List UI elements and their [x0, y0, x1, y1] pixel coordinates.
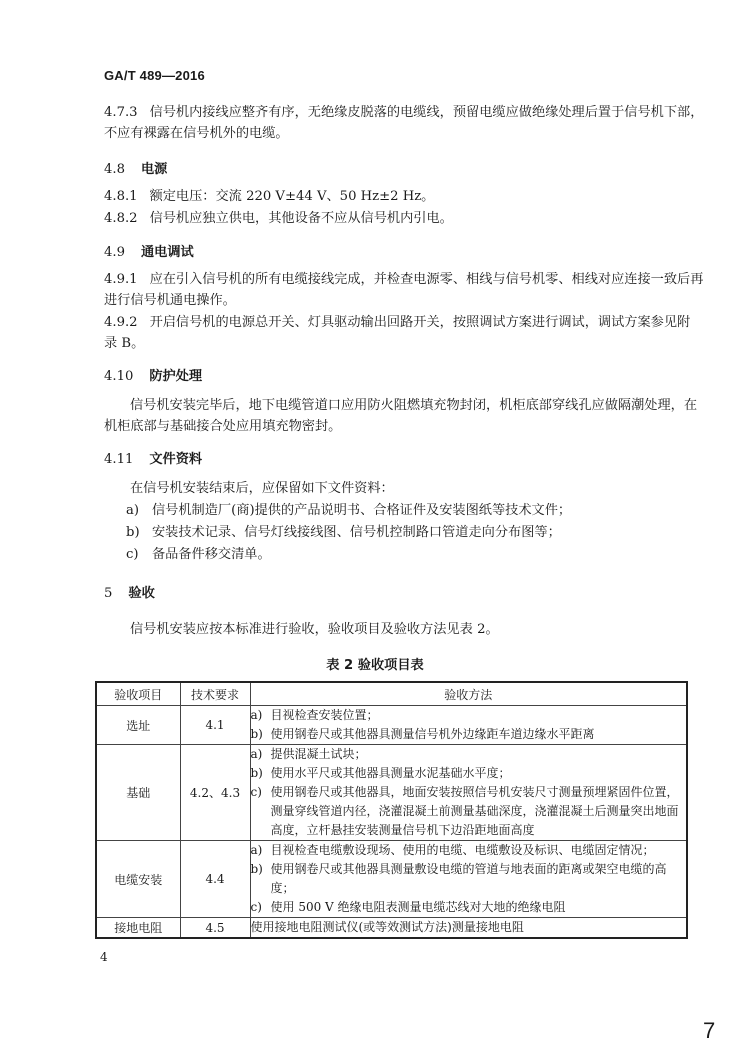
- section-title: 通电调试: [140, 245, 194, 260]
- header-method: 验收方法: [250, 682, 687, 706]
- section-number: 4.10: [104, 369, 134, 384]
- table-row: [96, 841, 687, 918]
- method-line: b) 使用水平尺或其他器具测量水泥基础水平度；: [250, 766, 511, 780]
- page-number: 4: [100, 950, 108, 964]
- method-line: b) 使用钢卷尺或其他器具测量敷设电缆的管道与地表面的距离或架空电缆的高度；: [250, 862, 667, 895]
- cell-item: 选址: [96, 706, 180, 745]
- paragraph-4-11: 在信号机安装结束后，应保留如下文件资料：: [130, 481, 394, 496]
- clause-4-8-1: [104, 187, 434, 207]
- clause-number: 4.9.1: [104, 272, 138, 287]
- paragraph-4-10-cont: 机柜底部与基础接合处应用填充物密封。: [104, 419, 342, 434]
- section-4-8: [104, 158, 167, 177]
- list-label: b): [126, 525, 140, 540]
- clause-text: 额定电压：交流 220 V±44 V、50 Hz±2 Hz。: [149, 189, 435, 204]
- list-text: 安装技术记录、信号灯线接线图、信号机控制路口管道走向分布图等；: [152, 525, 561, 540]
- clause-4-9-1-cont: 进行信号机通电操作。: [104, 293, 236, 308]
- section-title: 电源: [140, 162, 168, 177]
- acceptance-table: [95, 681, 688, 939]
- table-header-row: [96, 682, 687, 706]
- cell-method: [250, 918, 687, 939]
- clause-number: 4.7.3: [104, 105, 138, 120]
- section-4-11: [104, 448, 202, 467]
- method-line: b) 使用钢卷尺或其他器具测量信号机外边缘距车道边缘水平距离: [250, 727, 595, 741]
- paragraph-4-10: 信号机安装完毕后，地下电缆管道口应用防火阻燃填充物封闭，机柜底部穿线孔应做隔潮处理，在: [130, 398, 698, 413]
- clause-text: 应在引入信号机的所有电缆接线完成，并检查电源零、相线与信号机零、相线对应连接一致后再: [149, 272, 704, 287]
- standard-code: GA/T 489—2016: [104, 68, 205, 83]
- list-item: [126, 501, 571, 521]
- clause-4-7-3-cont: 不应有裸露在信号机外的电缆。: [104, 126, 289, 141]
- list-text: 信号机制造厂(商)提供的产品说明书、合格证件及安装图纸等技术文件；: [152, 503, 572, 518]
- list-label: c): [126, 547, 139, 562]
- section-title: 验收: [128, 586, 155, 601]
- table-caption: 表 2 验收项目表: [326, 658, 424, 673]
- cell-method: [250, 706, 687, 745]
- cell-requirement: 4.2、4.3: [180, 745, 250, 841]
- clause-4-9-2: [104, 313, 690, 333]
- section-number: 5: [104, 586, 113, 601]
- section-4-10: [104, 365, 202, 384]
- method-line: 使用接地电阻测试仪(或等效测试方法)测量接地电阻: [250, 920, 524, 934]
- section-number: 4.9: [104, 245, 125, 260]
- section-title: 文件资料: [149, 452, 203, 467]
- cell-item: 基础: [96, 745, 180, 841]
- method-line: a) 目视检查电缆敷设现场、使用的电缆、电缆敷设及标识、电缆固定情况；: [250, 843, 655, 857]
- cell-method: [250, 745, 687, 841]
- section-title: 防护处理: [149, 369, 203, 384]
- cell-requirement: 4.5: [180, 918, 250, 939]
- cell-method: [250, 841, 687, 918]
- list-label: a): [126, 503, 140, 518]
- method-line: c) 使用钢卷尺或其他器具，地面安装按照信号机安装尺寸测量预埋紧固件位置，测量穿线管道内径，浇灌混凝土前测量基础深度，浇灌混凝土后测量突出地面高度，立杆悬挂安装测量信号机下边沿距地面高度: [250, 785, 679, 837]
- cell-requirement: 4.1: [180, 706, 250, 745]
- clause-number: 4.8.1: [104, 189, 138, 204]
- section-4-9: [104, 241, 194, 260]
- clause-text: 信号机应独立供电，其他设备不应从信号机内引电。: [149, 211, 453, 226]
- method-line: c) 使用 500 V 绝缘电阻表测量电缆芯线对大地的绝缘电阻: [250, 900, 566, 914]
- header-requirement: 技术要求: [180, 682, 250, 706]
- cell-item: 电缆安装: [96, 841, 180, 918]
- clause-4-8-2: [104, 209, 453, 229]
- clause-number: 4.8.2: [104, 211, 138, 226]
- list-text: 备品备件移交清单。: [152, 547, 271, 562]
- list-item: [126, 545, 271, 565]
- list-item: [126, 523, 561, 543]
- clause-text: 开启信号机的电源总开关、灯具驱动输出回路开关，按照调试方案进行调试，调试方案参见附: [149, 315, 691, 330]
- paragraph-5: 信号机安装应按本标准进行验收，验收项目及验收方法见表 2。: [130, 622, 499, 637]
- table-row: [96, 706, 687, 745]
- method-line: a) 提供混凝土试块；: [250, 747, 367, 761]
- cell-item: 接地电阻: [96, 918, 180, 939]
- section-number: 4.11: [104, 452, 134, 467]
- method-line: a) 目视检查安装位置；: [250, 708, 379, 722]
- table-row: [96, 918, 687, 939]
- table-row: [96, 745, 687, 841]
- clause-4-9-2-cont: 录 B。: [104, 336, 145, 351]
- clause-text: 信号机内接线应整齐有序，无绝缘皮脱落的电缆线，预留电缆应做绝缘处理后置于信号机下部，: [149, 105, 704, 120]
- header-item: 验收项目: [96, 682, 180, 706]
- clause-4-9-1: [104, 270, 703, 290]
- cell-requirement: 4.4: [180, 841, 250, 918]
- clause-number: 4.9.2: [104, 315, 138, 330]
- section-5: [104, 582, 155, 601]
- clause-4-7-3: [104, 103, 703, 123]
- section-number: 4.8: [104, 162, 125, 177]
- scan-page-number: 7: [703, 1018, 716, 1043]
